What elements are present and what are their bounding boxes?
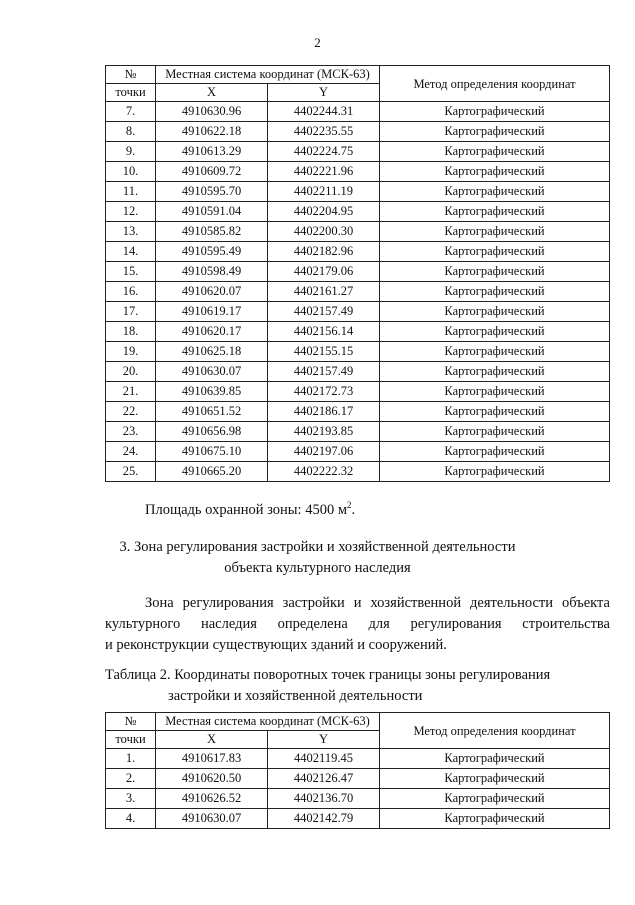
point-number-cell: 24. bbox=[106, 442, 156, 462]
y-coordinate-cell: 4402155.15 bbox=[268, 342, 380, 362]
method-cell: Картографический bbox=[380, 362, 610, 382]
table-2-body bbox=[106, 749, 610, 829]
header-point-no: № bbox=[106, 66, 156, 84]
table-row bbox=[106, 302, 610, 322]
point-number-cell: 22. bbox=[106, 402, 156, 422]
method-cell: Картографический bbox=[380, 402, 610, 422]
y-coordinate-cell: 4402157.49 bbox=[268, 302, 380, 322]
point-number-cell: 13. bbox=[106, 222, 156, 242]
method-cell: Картографический bbox=[380, 789, 610, 809]
header-method: Метод определения координат bbox=[380, 713, 610, 749]
y-coordinate-cell: 4402244.31 bbox=[268, 102, 380, 122]
header-x: X bbox=[156, 84, 268, 102]
x-coordinate-cell: 4910620.17 bbox=[156, 322, 268, 342]
method-cell: Картографический bbox=[380, 749, 610, 769]
point-number-cell: 15. bbox=[106, 262, 156, 282]
point-number-cell: 17. bbox=[106, 302, 156, 322]
x-coordinate-cell: 4910626.52 bbox=[156, 789, 268, 809]
y-coordinate-cell: 4402136.70 bbox=[268, 789, 380, 809]
table-row bbox=[106, 422, 610, 442]
method-cell: Картографический bbox=[380, 422, 610, 442]
table-row bbox=[106, 322, 610, 342]
y-coordinate-cell: 4402161.27 bbox=[268, 282, 380, 302]
coordinates-table-1 bbox=[105, 65, 610, 482]
table-row bbox=[106, 242, 610, 262]
y-coordinate-cell: 4402200.30 bbox=[268, 222, 380, 242]
point-number-cell: 7. bbox=[106, 102, 156, 122]
x-coordinate-cell: 4910630.07 bbox=[156, 809, 268, 829]
header-coord-system: Местная система координат (МСК-63) bbox=[156, 713, 380, 731]
header-y: Y bbox=[268, 84, 380, 102]
point-number-cell: 2. bbox=[106, 769, 156, 789]
y-coordinate-cell: 4402142.79 bbox=[268, 809, 380, 829]
x-coordinate-cell: 4910620.50 bbox=[156, 769, 268, 789]
x-coordinate-cell: 4910656.98 bbox=[156, 422, 268, 442]
method-cell: Картографический bbox=[380, 202, 610, 222]
point-number-cell: 10. bbox=[106, 162, 156, 182]
point-number-cell: 20. bbox=[106, 362, 156, 382]
method-cell: Картографический bbox=[380, 809, 610, 829]
point-number-cell: 1. bbox=[106, 749, 156, 769]
x-coordinate-cell: 4910619.17 bbox=[156, 302, 268, 322]
y-coordinate-cell: 4402235.55 bbox=[268, 122, 380, 142]
table-row bbox=[106, 142, 610, 162]
table-row bbox=[106, 342, 610, 362]
point-number-cell: 11. bbox=[106, 182, 156, 202]
x-coordinate-cell: 4910625.18 bbox=[156, 342, 268, 362]
y-coordinate-cell: 4402182.96 bbox=[268, 242, 380, 262]
table-row bbox=[106, 402, 610, 422]
y-coordinate-cell: 4402221.96 bbox=[268, 162, 380, 182]
y-coordinate-cell: 4402119.45 bbox=[268, 749, 380, 769]
zone-description-paragraph bbox=[105, 593, 610, 656]
y-coordinate-cell: 4402126.47 bbox=[268, 769, 380, 789]
table-row bbox=[106, 462, 610, 482]
header-point-label: точки bbox=[106, 731, 156, 749]
header-point-no: № bbox=[106, 713, 156, 731]
point-number-cell: 19. bbox=[106, 342, 156, 362]
method-cell: Картографический bbox=[380, 462, 610, 482]
point-number-cell: 23. bbox=[106, 422, 156, 442]
x-coordinate-cell: 4910609.72 bbox=[156, 162, 268, 182]
x-coordinate-cell: 4910630.96 bbox=[156, 102, 268, 122]
page-number: 2 bbox=[314, 35, 321, 50]
x-coordinate-cell: 4910595.70 bbox=[156, 182, 268, 202]
area-statement bbox=[145, 500, 355, 521]
table-row bbox=[106, 809, 610, 829]
x-coordinate-cell: 4910591.04 bbox=[156, 202, 268, 222]
table-row bbox=[106, 262, 610, 282]
method-cell: Картографический bbox=[380, 122, 610, 142]
point-number-cell: 4. bbox=[106, 809, 156, 829]
paragraph-line-2: культурного наследия определена для регулирования строительства bbox=[105, 616, 610, 632]
x-coordinate-cell: 4910620.07 bbox=[156, 282, 268, 302]
point-number-cell: 12. bbox=[106, 202, 156, 222]
method-cell: Картографический bbox=[380, 769, 610, 789]
area-text: Площадь охранной зоны: 4500 м bbox=[145, 502, 348, 518]
x-coordinate-cell: 4910675.10 bbox=[156, 442, 268, 462]
point-number-cell: 25. bbox=[106, 462, 156, 482]
table-row bbox=[106, 182, 610, 202]
table-row bbox=[106, 282, 610, 302]
table-row bbox=[106, 222, 610, 242]
section-title-line-2: объекта культурного наследия bbox=[224, 560, 411, 576]
table-1-body bbox=[106, 102, 610, 482]
method-cell: Картографический bbox=[380, 322, 610, 342]
header-coord-system: Местная система координат (МСК-63) bbox=[156, 66, 380, 84]
y-coordinate-cell: 4402157.49 bbox=[268, 362, 380, 382]
x-coordinate-cell: 4910595.49 bbox=[156, 242, 268, 262]
method-cell: Картографический bbox=[380, 442, 610, 462]
y-coordinate-cell: 4402179.06 bbox=[268, 262, 380, 282]
point-number-cell: 8. bbox=[106, 122, 156, 142]
point-number-cell: 14. bbox=[106, 242, 156, 262]
x-coordinate-cell: 4910617.83 bbox=[156, 749, 268, 769]
method-cell: Картографический bbox=[380, 282, 610, 302]
table-row bbox=[106, 442, 610, 462]
method-cell: Картографический bbox=[380, 142, 610, 162]
method-cell: Картографический bbox=[380, 242, 610, 262]
x-coordinate-cell: 4910622.18 bbox=[156, 122, 268, 142]
table-2-caption bbox=[105, 665, 610, 707]
header-y: Y bbox=[268, 731, 380, 749]
table-row bbox=[106, 769, 610, 789]
caption-line-1: Таблица 2. Координаты поворотных точек границы зоны регулирования bbox=[105, 667, 551, 683]
header-point-label: точки bbox=[106, 84, 156, 102]
x-coordinate-cell: 4910665.20 bbox=[156, 462, 268, 482]
header-x: X bbox=[156, 731, 268, 749]
table-row bbox=[106, 122, 610, 142]
table-row bbox=[106, 102, 610, 122]
method-cell: Картографический bbox=[380, 222, 610, 242]
section-title-line-1: 3. Зона регулирования застройки и хозяйственной деятельности bbox=[119, 539, 516, 555]
x-coordinate-cell: 4910585.82 bbox=[156, 222, 268, 242]
y-coordinate-cell: 4402156.14 bbox=[268, 322, 380, 342]
caption-line-2: застройки и хозяйственной деятельности bbox=[168, 688, 423, 704]
x-coordinate-cell: 4910630.07 bbox=[156, 362, 268, 382]
method-cell: Картографический bbox=[380, 102, 610, 122]
table-row bbox=[106, 162, 610, 182]
point-number-cell: 3. bbox=[106, 789, 156, 809]
method-cell: Картографический bbox=[380, 382, 610, 402]
method-cell: Картографический bbox=[380, 162, 610, 182]
paragraph-line-1: Зона регулирования застройки и хозяйственной деятельности объекта bbox=[145, 595, 610, 611]
point-number-cell: 16. bbox=[106, 282, 156, 302]
header-method: Метод определения координат bbox=[380, 66, 610, 102]
area-unit-exponent: 2 bbox=[347, 500, 352, 511]
method-cell: Картографический bbox=[380, 302, 610, 322]
paragraph-line-3: и реконструкции существующих зданий и сооружений. bbox=[105, 637, 447, 653]
method-cell: Картографический bbox=[380, 262, 610, 282]
table-row bbox=[106, 749, 610, 769]
y-coordinate-cell: 4402224.75 bbox=[268, 142, 380, 162]
y-coordinate-cell: 4402211.19 bbox=[268, 182, 380, 202]
method-cell: Картографический bbox=[380, 342, 610, 362]
y-coordinate-cell: 4402186.17 bbox=[268, 402, 380, 422]
x-coordinate-cell: 4910639.85 bbox=[156, 382, 268, 402]
section-title bbox=[0, 537, 635, 579]
y-coordinate-cell: 4402172.73 bbox=[268, 382, 380, 402]
point-number-cell: 9. bbox=[106, 142, 156, 162]
y-coordinate-cell: 4402222.32 bbox=[268, 462, 380, 482]
table-row bbox=[106, 789, 610, 809]
area-period: . bbox=[351, 502, 356, 518]
x-coordinate-cell: 4910598.49 bbox=[156, 262, 268, 282]
table-row bbox=[106, 382, 610, 402]
y-coordinate-cell: 4402193.85 bbox=[268, 422, 380, 442]
y-coordinate-cell: 4402204.95 bbox=[268, 202, 380, 222]
y-coordinate-cell: 4402197.06 bbox=[268, 442, 380, 462]
x-coordinate-cell: 4910651.52 bbox=[156, 402, 268, 422]
point-number-cell: 18. bbox=[106, 322, 156, 342]
table-row bbox=[106, 362, 610, 382]
table-row bbox=[106, 202, 610, 222]
point-number-cell: 21. bbox=[106, 382, 156, 402]
x-coordinate-cell: 4910613.29 bbox=[156, 142, 268, 162]
method-cell: Картографический bbox=[380, 182, 610, 202]
coordinates-table-2 bbox=[105, 712, 610, 829]
